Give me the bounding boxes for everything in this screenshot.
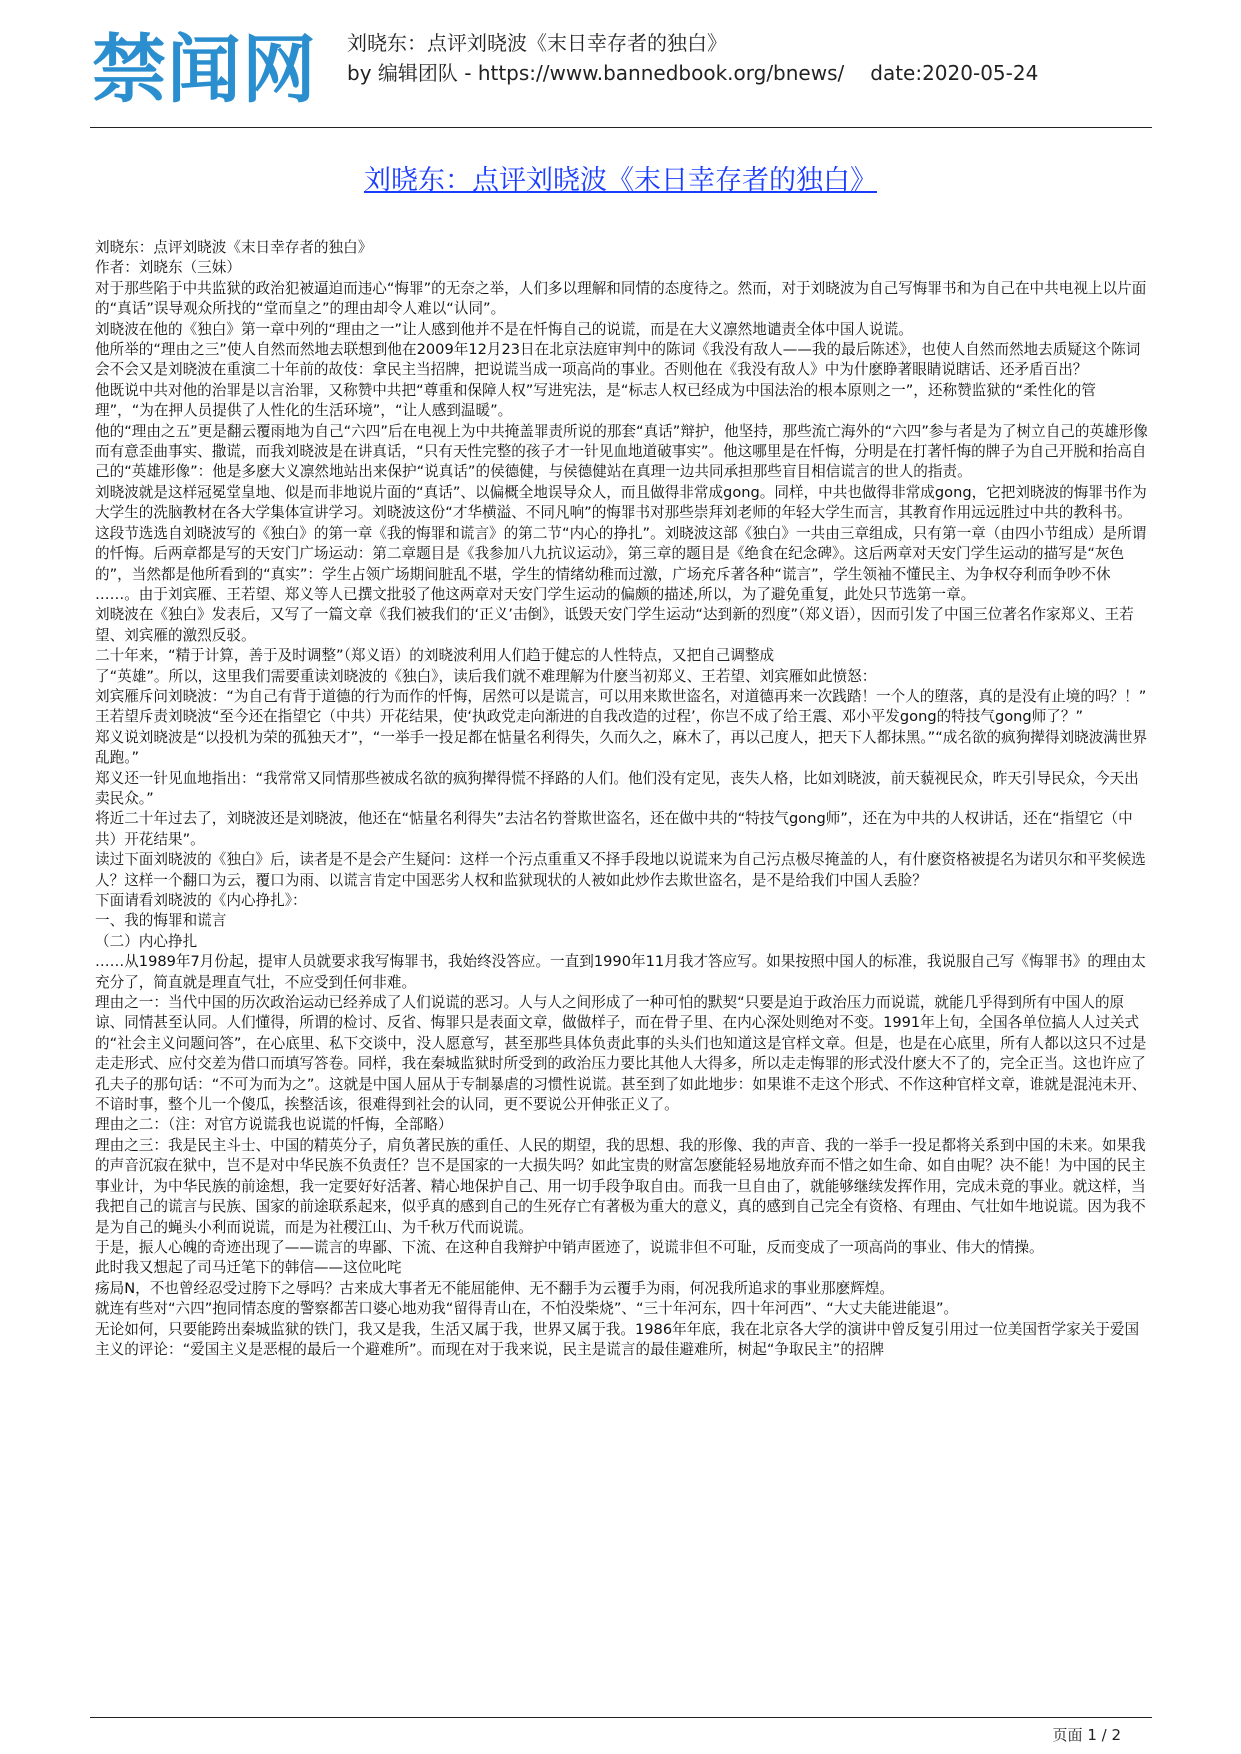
header-meta: [347, 28, 1038, 88]
article-paragraph: 一、我的悔罪和谎言: [95, 912, 227, 930]
document-header: [92, 28, 1152, 120]
article-paragraph: 刘晓波就是这样冠冕堂皇地、似是而非地说片面的“真话”、以偏概全地误导众人，而且做得非常成gong。同样，中共也做得非常成gong，它把刘晓波的悔罪书作为大学生的洗脑教材在各大学集体宣讲学习。刘晓波这份“才华横溢、不同凡响”的悔罪书对那些崇拜刘老师的年轻大学生而言，其教育作用远远胜过中共的教科书。: [95, 483, 1147, 522]
article-paragraph: 刘晓波在《独白》发表后，又写了一篇文章《我们被我们的‘正义’击倒》，诋毁天安门学生运动“达到新的烈度”（郑义语），因而引发了中国三位著名作家郑义、王若望、刘宾雁的激烈反驳。: [95, 606, 1134, 644]
article-paragraph: 这段节选选自刘晓波写的《独白》的第一章《我的悔罪和谎言》的第二节“内心的挣扎”。刘晓波这部《独白》一共由三章组成，只有第一章（由四小节组成）是所谓的忏悔。后两章都是写的天安门广场运动：第二章题目是《我参加八九抗议运动》，第三章的题目是《绝食在纪念碑》。这后两章对天安门学生运动的描写是“灰色的”，当然都是他所看到的“真实”：学生占领广场期间脏乱不堪，学生的情绪幼稚而过激，广场充斥著各种“谎言”，学生领袖不懂民主、为争权夺利而争吵不休: [95, 524, 1147, 583]
article-paragraph: 二十年来，“精于计算，善于及时调整”（郑义语）的刘晓波利用人们趋于健忘的人性特点，又把自己调整成: [95, 647, 775, 665]
article-paragraph: 他所举的“理由之三”使人自然而然地去联想到他在2009年12月23日在北京法庭审判中的陈词《我没有敌人——我的最后陈述》，也使人自然而然地去质疑这个陈词会不会又是刘晓波在重演二十年前的故伎：拿民主当招牌，把说谎当成一项高尚的事业。否则他在《我没有敌人》中为什麽睁著眼睛说瞎话、还矛盾百出？: [95, 341, 1141, 379]
article-paragraph: 作者：刘晓东（三妹）: [95, 259, 241, 277]
article-paragraph: 王若望斥责刘晓波“至今还在指望它（中共）开花结果，使‘执政党走向渐进的自我改造的过程’，你岂不成了给王震、邓小平发gong的特技气gong师了？”: [95, 708, 1084, 726]
article-paragraph: 理由之二：（注：对官方说谎我也说谎的忏悔，全部略）: [95, 1116, 453, 1134]
article-paragraph: 了“英雄”。所以，这里我们需要重读刘晓波的《独白》，读后我们就不难理解为什麽当初郑义、王若望、刘宾雁如此愤怒：: [95, 667, 877, 685]
article-paragraph: 郑义还一针见血地指出：“我常常又同情那些被成名欲的疯狗撵得慌不择路的人们。他们没有定见，丧失人格，比如刘晓波，前天藐视民众，昨天引导民众，今天出卖民众。”: [95, 769, 1139, 807]
article-paragraph: 此时我又想起了司马迁笔下的韩信——这位叱咤: [95, 1259, 402, 1277]
article-paragraph: 理由之一：当代中国的历次政治运动已经养成了人们说谎的恶习。人与人之间形成了一种可怕的默契“只要是迫于政治压力而说谎，就能几乎得到所有中国人的原谅、同情甚至认同。人们懂得，所谓的检讨、反省、悔罪只是表面文章，做做样子，而在骨子里、在内心深处则绝对不变。1991年上旬，全国各单位搞人人过关式的“社会主义问题问答”，在心底里、私下交谈中，没人愿意写，甚至那些具体负责此事的头头们也知道这是官样文章。但是，也是在心底里，所有人都以这只不过是走走形式、应付交差为借口而填写答卷。同样，我在秦城监狱时所受到的政治压力要比其他人大得多，所以走走悔罪的形式没什麽大不了的，完全正当。这也许应了孔夫子的那句话：“不可为而为之”。这就是中国人屈从于专制暴虐的习惯性说谎。甚至到了如此地步：如果谁不走这个形式、不作这种官样文章，谁就是混沌未开、不谙时事，整个儿一个傻瓜，挨整活该，很难得到社会的认同，更不要说公开伸张正义了。: [95, 994, 1147, 1114]
article-paragraph: 他的“理由之五”更是翻云覆雨地为自己“六四”后在电视上为中共掩盖罪责所说的那套“真话”辩护，他坚持，那些流亡海外的“六四”参与者是为了树立自己的英雄形像而有意歪曲事实、撒谎，而我刘晓波是在讲真话，“只有天性完整的孩子才一针见血地道破事实”。他这哪里是在忏悔，分明是在打著忏悔的牌子为自己开脱和抬高自己的“英雄形像”：他是多麽大义凛然地站出来保护“说真话”的侯德健，与侯德健站在真理一边共同承担那些盲目相信谎言的世人的指责。: [95, 422, 1148, 481]
header-byline-row: [347, 58, 1038, 88]
article-paragraph: 疡局N，不也曾经忍受过胯下之辱吗？古来成大事者无不能屈能伸、无不翻手为云覆手为雨，何况我所追求的事业那麽辉煌。: [95, 1279, 894, 1297]
article-paragraph: 于是，振人心魄的奇迹出现了——谎言的卑鄙、下流、在这种自我辩护中销声匿迹了，说谎非但不可耻，反而变成了一项高尚的事业、伟大的情操。: [95, 1238, 1044, 1256]
article-paragraph: 郑义说刘晓波是“以投机为荣的孤独天才”，“一举手一投足都在惦量名利得失，久而久之，麻木了，再以己度人，把天下人都抹黑。”“成名欲的疯狗撵得刘晓波满世界乱跑。”: [95, 728, 1148, 767]
site-logo[interactable]: 禁闻网: [92, 27, 317, 113]
article-paragraph: 读过下面刘晓波的《独白》后，读者是不是会产生疑问：这样一个污点重重又不择手段地以说谎来为自己污点极尽掩盖的人，有什麽资格被提名为诺贝尔和平奖候选人？这样一个翻口为云，覆口为雨、以谎言肯定中国恶劣人权和监狱现状的人被如此炒作去欺世盗名，是不是给我们中国人丢脸？: [95, 851, 1146, 889]
article-paragraph: 他既说中共对他的治罪是以言治罪，又称赞中共把“尊重和保障人权”写进宪法，是“标志人权已经成为中国法治的根本原则之一”，还称赞监狱的“柔性化的管理”，“为在押人员提供了人性化的生活环境”，“让人感到温暖”。: [95, 381, 1096, 420]
article-body: [95, 238, 1150, 1598]
footer-divider: [90, 1717, 1152, 1718]
page-number: 页面 1 / 2: [1052, 1726, 1121, 1744]
article-paragraph: ……从1989年7月份起，提审人员就要求我写悔罪书，我始终没答应。一直到1990年11月我才答应写。如果按照中国人的标准，我说服自己写《悔罪书》的理由太充分了，简直就是理直气壮，不应受到任何非难。: [95, 953, 1146, 991]
header-title: 刘晓东：点评刘晓波《末日幸存者的独白》: [347, 31, 727, 55]
article-paragraph: 对于那些陷于中共监狱的政治犯被逼迫而违心“悔罪”的无奈之举，人们多以理解和同情的态度待之。然而，对于刘晓波为自己写悔罪书和为自己在中共电视上以片面的“真话”误导观众所找的“堂而皇之”的理由却令人难以“认同”。: [95, 279, 1147, 318]
article-paragraph: 无论如何，只要能跨出秦城监狱的铁门，我又是我，生活又属于我，世界又属于我。1986年年底，我在北京各大学的演讲中曾反复引用过一位美国哲学家关于爱国主义的评论：“爱国主义是恶棍的最后一个避难所”。而现在对于我来说，民主是谎言的最佳避难所，树起“争取民主”的招牌: [95, 1320, 1140, 1358]
article-paragraph: 刘晓波在他的《独白》第一章中列的“理由之一”让人感到他并不是在忏悔自己的说谎，而是在大义凛然地谴责全体中国人说谎。: [95, 320, 913, 338]
article-paragraph: （二）内心挣扎: [95, 932, 198, 950]
article-paragraph: 理由之三：我是民主斗士、中国的精英分子，肩负著民族的重任、人民的期望，我的思想、我的形像、我的声音、我的一举手一投足都将关系到中国的未来。如果我的声音沉寂在狱中，岂不是对中华民族不负责任？岂不是国家的一大损失吗？如此宝贵的财富怎麽能轻易地放弃而不惜之如生命、如自由呢？决不能！为中国的民主事业计，为中华民族的前途想，我一定要好好活著、精心地保护自己、用一切手段争取自由。而我一旦自由了，就能够继续发挥作用，完成未竟的事业。就这样，当我把自己的谎言与民族、国家的前途联系起来，似乎真的感到自己的生死存亡有著极为重大的意义，真的感到自己完全有资格、有理由、气壮如牛地说谎。因为我不是为自己的蝇头小利而说谎，而是为社稷江山、为千秋万代而说谎。: [95, 1136, 1146, 1236]
article-paragraph: 下面请看刘晓波的《内心挣扎》：: [95, 892, 307, 909]
article-paragraph: 刘晓东：点评刘晓波《末日幸存者的独白》: [95, 239, 373, 256]
article-paragraph: 就连有些对“六四”抱同情态度的警察都苦口婆心地劝我“留得青山在，不怕没柴烧”、“三十年河东，四十年河西”、“大丈夫能进能退”。: [95, 1300, 959, 1318]
header-date: date:2020-05-24: [870, 61, 1039, 85]
article-paragraph: ……。由于刘宾雁、王若望、郑义等人已撰文批驳了他这两章对天安门学生运动的偏颇的描述,所以，为了避免重复，此处只节选第一章。: [95, 585, 976, 603]
article-paragraph: 刘宾雁斥问刘晓波：“为自己有背于道德的行为而作的忏悔，居然可以是谎言，可以用来欺世盗名，对道德再来一次践踏！一个人的堕落，真的是没有止境的吗？！”: [95, 687, 1147, 705]
header-divider: [90, 127, 1152, 128]
article-title-link[interactable]: 刘晓东：点评刘晓波《末日幸存者的独白》: [364, 165, 877, 196]
header-byline: by 编辑团队 - https://www.bannedbook.org/bnews/: [347, 61, 845, 85]
article-paragraph: 将近二十年过去了，刘晓波还是刘晓波，他还在“惦量名利得失”去沽名钓誉欺世盗名，还在做中共的“特技气gong师”，还在为中共的人权讲话，还在“指望它（中共）开花结果”。: [95, 810, 1133, 848]
